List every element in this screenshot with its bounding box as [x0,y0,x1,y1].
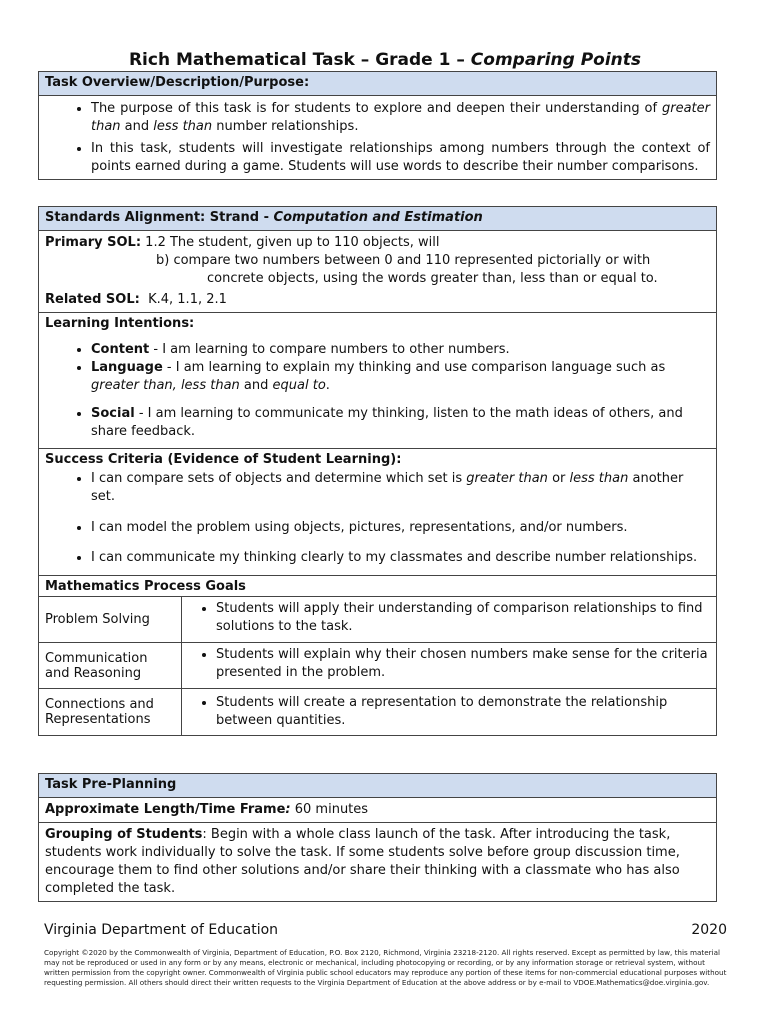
primary-sol-sub2: concrete objects, using the words greater than, less than or equal to. [207,271,658,286]
preplanning-box [38,773,717,902]
primary-sol-sub: b) compare two numbers between 0 and 110 represented pictorially or with [156,253,651,268]
process-goals-header: Mathematics Process Goals [45,579,246,594]
learning-intentions-header: Learning Intentions: [45,316,195,331]
standards-box [38,206,717,736]
goal-label: Connections and Representations [39,689,182,735]
overview-bullet-2: • In this task, students will investigate relationships among numbers through the context of points earned during a game. Students will use words to describe their number comparisons. [91,140,710,176]
footer [44,922,727,938]
goal-text: • Students will explain why their chosen numbers make sense for the criteria presented in the problem. [216,646,710,682]
li-social: • Social - I am learning to communicate my thinking, listen to the math ideas of others, and share feedback. [91,405,710,441]
goal-row [39,597,716,643]
overview-header: Task Overview/Description/Purpose: [39,72,716,96]
standards-header: Standards Alignment: Strand - Computation and Estimation [39,207,716,231]
preplanning-header: Task Pre-Planning [39,774,716,798]
related-sol-text: K.4, 1.1, 2.1 [148,292,227,307]
page-title: Rich Mathematical Task – Grade 1 – Comparing Points [128,50,642,70]
overview-box [38,71,717,180]
li-content: • Content - I am learning to compare numbers to other numbers. [91,341,710,359]
related-sol-label: Related SOL: [45,292,140,307]
li-language: • Language - I am learning to explain my thinking and use comparison language such as greater than, less than and equal to. [91,359,710,395]
footer-year: 2020 [691,922,727,938]
overview-bullet-1: • The purpose of this task is for students to explore and deepen their understanding of greater than and less than number relationships. [91,100,710,136]
success-criteria-header: Success Criteria (Evidence of Student Learning): [45,452,402,467]
time-frame: Approximate Length/Time Frame: 60 minutes [39,798,716,823]
sc-3: • I can communicate my thinking clearly to my classmates and describe number relationships. [91,549,710,567]
sc-2: • I can model the problem using objects, pictures, representations, and/or numbers. [91,519,710,537]
footer-org: Virginia Department of Education [44,922,279,938]
goal-row [39,689,716,735]
goal-label: Communication and Reasoning [39,643,182,689]
goal-row [39,643,716,689]
sc-1: • I can compare sets of objects and determine which set is greater than or less than another set. [91,470,710,506]
primary-sol-label: Primary SOL: [45,235,142,250]
goal-text: • Students will apply their understanding of comparison relationships to find solutions to the task. [216,600,710,636]
process-goals-table [39,596,716,735]
primary-sol-text: 1.2 The student, given up to 110 objects, will [145,235,440,250]
grouping: Grouping of Students: Begin with a whole class launch of the task. After introducing the task, students work individually to solve the task. If some students solve before group discussion time, encourage them to find other solutions and/or share their thinking with a classmate who has also completed the task. [45,827,680,896]
goal-label: Problem Solving [39,597,182,643]
goal-text: • Students will create a representation to demonstrate the relationship between quantities. [216,694,710,730]
copyright-notice: Copyright ©2020 by the Commonwealth of Virginia, Department of Education, P.O. Box 2120, Richmond, Virginia 23218-2120. All rights reserved. Except as permitted by law, this material may not be reproduced or used in any form or by any means, electronic or mechanical, including photocopying or recording, or by any information storage or retrieval system, without written permission from the copyright owner. Commonwealth of Virginia public school educators may reproduce any portion of these items for non-commercial educational purposes without requesting permission. All others should direct their written requests to the Virginia Department of Education at the above address or by e-mail to VDOE.Mathematics@doe.virginia.gov. [44,948,727,987]
